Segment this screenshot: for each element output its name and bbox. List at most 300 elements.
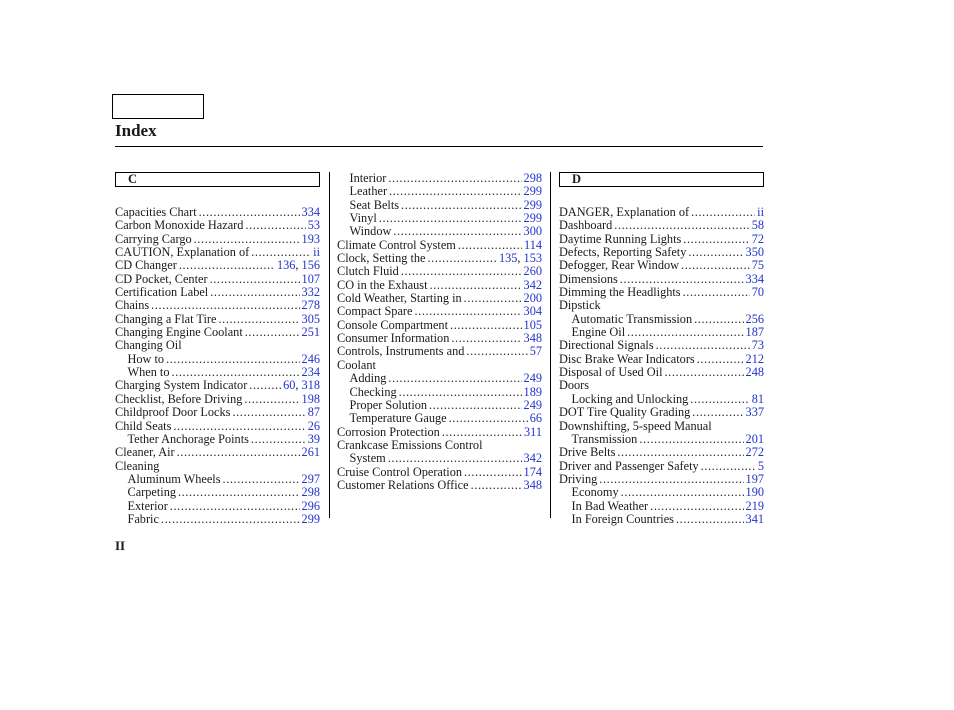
dot-leader (681, 259, 750, 272)
dot-leader (656, 339, 750, 352)
index-entry (337, 319, 542, 332)
page-link[interactable]: 278 (301, 298, 320, 313)
dot-leader (251, 433, 306, 446)
page-link[interactable]: 5 (757, 458, 764, 473)
page-refs (524, 279, 542, 292)
index-entry (559, 339, 764, 352)
index-entry (337, 359, 542, 372)
dot-leader (650, 500, 743, 513)
page-refs (302, 393, 320, 406)
entry-label: Defects, Reporting Safety (559, 245, 687, 260)
entry-label: Customer Relations Office (337, 477, 469, 492)
section-letter-c: C (115, 172, 320, 187)
entry-label: Defogger, Rear Window (559, 258, 680, 273)
index-entry (115, 379, 320, 392)
page-link[interactable]: 57 (529, 344, 542, 359)
page-refs (746, 433, 764, 446)
page-refs (302, 513, 320, 526)
page-refs (752, 286, 764, 299)
entry-label: Temperature Gauge (349, 411, 447, 426)
page-refs (302, 206, 320, 219)
page-link[interactable]: 81 (751, 391, 764, 406)
index-subentry (559, 486, 764, 499)
dot-leader (442, 426, 522, 439)
entry-label: Daytime Running Lights (559, 231, 682, 246)
index-subentry (115, 486, 320, 499)
page-refs (524, 199, 542, 212)
page-refs (524, 479, 542, 492)
entry-label: Proper Solution (349, 397, 428, 412)
page-refs (746, 513, 764, 526)
entry-label: Childproof Door Locks (115, 405, 231, 420)
entry-label: Consumer Information (337, 331, 450, 346)
page-link[interactable]: 197 (745, 471, 764, 486)
page-refs (524, 185, 542, 198)
index-entry (115, 406, 320, 419)
entry-label: How to (127, 351, 165, 366)
index-subentry (115, 366, 320, 379)
page-refs (746, 246, 764, 259)
entry-label: Clutch Fluid (337, 264, 399, 279)
page-refs (524, 399, 542, 412)
page-link[interactable]: 251 (301, 325, 320, 340)
entry-label: Seat Belts (349, 197, 400, 212)
entry-label: Tether Anchorage Points (127, 431, 249, 446)
page-link[interactable]: 334 (301, 205, 320, 219)
entry-label: Checklist, Before Driving (115, 391, 243, 406)
page-refs (308, 219, 320, 232)
page-number: II (115, 538, 126, 553)
index-subentry (337, 172, 542, 185)
index-subentry (559, 393, 764, 406)
dot-leader (614, 219, 749, 232)
index-subentry (115, 500, 320, 513)
entry-label: Downshifting, 5-speed Manual (559, 418, 712, 433)
entry-label: Crankcase Emissions Control (337, 437, 483, 452)
index-entry (559, 273, 764, 286)
page-link[interactable]: 219 (745, 498, 764, 513)
entry-label: Drive Belts (559, 445, 616, 460)
page-link[interactable]: 174 (523, 464, 542, 479)
dot-leader (388, 372, 521, 385)
page-refs (313, 246, 320, 259)
entry-label: DOT Tire Quality Grading (559, 405, 691, 420)
dot-leader (389, 185, 522, 198)
page-refs (752, 219, 764, 232)
index-subentry (115, 353, 320, 366)
page-link[interactable]: 299 (301, 511, 320, 526)
index-subentry (337, 452, 542, 465)
page-refs (302, 299, 320, 312)
page-link[interactable]: 87 (307, 405, 320, 420)
index-entry (337, 252, 542, 265)
page-link[interactable]: 246 (301, 351, 320, 366)
page-refs (302, 473, 320, 486)
index-entry (115, 259, 320, 272)
entry-label: Cleaning (115, 458, 160, 473)
dot-leader (199, 206, 300, 219)
page-refs (746, 273, 764, 286)
page-refs (752, 233, 764, 246)
entry-label: Compact Spare (337, 304, 413, 319)
dot-leader (249, 379, 281, 392)
page-link[interactable]: 298 (301, 485, 320, 500)
index-entry (115, 339, 320, 352)
section-letter-d: D (559, 172, 764, 187)
index-entry (337, 305, 542, 318)
index-entry (559, 219, 764, 232)
index-subentry (115, 433, 320, 446)
entry-label: Dipstick (559, 298, 601, 313)
dot-leader (692, 406, 743, 419)
entry-label: Cleaner, Air (115, 445, 175, 460)
page-refs (746, 313, 764, 326)
index-subentry (559, 513, 764, 526)
index-entry (115, 233, 320, 246)
dot-leader (178, 486, 300, 499)
dot-leader (166, 353, 299, 366)
entry-label: Leather (349, 184, 388, 199)
dot-leader (676, 513, 744, 526)
dot-leader (449, 412, 528, 425)
index-entry (559, 286, 764, 299)
entry-label: Directional Signals (559, 338, 654, 353)
page-link[interactable]: 70 (751, 285, 764, 300)
page-refs (524, 305, 542, 318)
page-link[interactable]: 198 (301, 391, 320, 406)
page-link[interactable]: ii (313, 245, 320, 260)
index-subentry (559, 433, 764, 446)
dot-leader (244, 393, 299, 406)
dot-leader (401, 199, 522, 212)
page-refs (746, 406, 764, 419)
index-entry (337, 426, 542, 439)
index-entry (559, 299, 764, 312)
index-subentry (337, 386, 542, 399)
page-link[interactable]: 300 (523, 224, 542, 239)
page-refs (524, 319, 542, 332)
index-entry (115, 286, 320, 299)
index-entry (559, 206, 764, 219)
dot-leader (620, 273, 744, 286)
dot-leader (161, 513, 300, 526)
index-entry (337, 479, 542, 492)
index-entry (559, 420, 764, 433)
page-link[interactable]: 297 (301, 471, 320, 486)
index-subentry (115, 473, 320, 486)
index-entry (559, 379, 764, 392)
page-link[interactable]: 136 (276, 258, 296, 273)
page-refs (302, 286, 320, 299)
page-link[interactable]: 105 (523, 317, 542, 332)
entry-label: Carrying Cargo (115, 231, 192, 246)
dot-leader (427, 252, 496, 265)
index-entry (337, 345, 542, 358)
entry-label: Carbon Monoxide Hazard (115, 218, 244, 233)
page-link[interactable]: 332 (301, 285, 320, 300)
page-refs (746, 473, 764, 486)
dot-leader (621, 486, 744, 499)
page-refs (746, 446, 764, 459)
dot-leader (451, 332, 521, 345)
index-entry (115, 420, 320, 433)
dot-leader (458, 239, 522, 252)
page-link[interactable]: 304 (523, 304, 542, 319)
entry-label: DANGER, Explanation of (559, 205, 690, 219)
page-link[interactable]: 341 (745, 511, 764, 526)
dot-leader (617, 446, 743, 459)
entry-label: Carpeting (127, 485, 176, 500)
page-link[interactable]: 298 (523, 171, 542, 185)
index-entry (559, 406, 764, 419)
index-entry (559, 460, 764, 473)
page-refs (302, 233, 320, 246)
page-link[interactable]: 39 (307, 431, 320, 446)
dot-leader (245, 219, 305, 232)
page-link[interactable]: 337 (745, 405, 764, 420)
page-link[interactable]: 107 (301, 271, 320, 286)
dot-leader (627, 326, 743, 339)
index-subentry (337, 212, 542, 225)
page-refs (302, 326, 320, 339)
page-link[interactable]: 189 (523, 384, 542, 399)
entry-label: Driving (559, 471, 598, 486)
index-subentry (337, 372, 542, 385)
page-link[interactable]: 200 (523, 291, 542, 306)
page-refs: 136, 156 (276, 258, 320, 273)
dot-leader (399, 386, 522, 399)
entry-label: Dimensions (559, 271, 618, 286)
dot-leader (223, 473, 300, 486)
page-link[interactable]: 72 (751, 231, 764, 246)
index-entry (337, 239, 542, 252)
entry-label: Changing Engine Coolant (115, 325, 243, 340)
page-refs (524, 426, 542, 439)
page-link[interactable]: 299 (523, 197, 542, 212)
entry-label: Dashboard (559, 218, 613, 233)
page-title: Index (115, 121, 157, 140)
entry-label: CD Pocket, Center (115, 271, 208, 286)
index-entry (115, 393, 320, 406)
page-refs (752, 259, 764, 272)
index-entry (559, 353, 764, 366)
index-subentry (337, 185, 542, 198)
page-refs (302, 313, 320, 326)
page-refs (524, 172, 542, 185)
page-refs (530, 345, 542, 358)
page-refs (746, 366, 764, 379)
dot-leader (430, 279, 522, 292)
page-link[interactable]: 256 (745, 311, 764, 326)
dot-leader (690, 393, 749, 406)
index-entry (115, 299, 320, 312)
dot-leader (251, 246, 311, 259)
index-entry (337, 265, 542, 278)
page-link[interactable]: 212 (745, 351, 764, 366)
entry-label: Controls, Instruments and (337, 344, 465, 359)
page-link[interactable]: 348 (523, 477, 542, 492)
page-link[interactable]: 342 (523, 451, 542, 466)
page-refs (524, 225, 542, 238)
page-refs (752, 339, 764, 352)
page-link[interactable]: 26 (307, 418, 320, 433)
page-refs: 135, 153 (498, 251, 542, 266)
entry-label: Doors (559, 378, 590, 393)
page-link[interactable]: 272 (745, 445, 764, 460)
entry-label: Chains (115, 298, 150, 313)
dot-leader (388, 452, 522, 465)
page-refs (524, 212, 542, 225)
dot-leader (151, 299, 299, 312)
page-link[interactable]: 311 (524, 424, 542, 439)
entry-label: Economy (571, 485, 619, 500)
entry-label: Engine Oil (571, 325, 626, 340)
dot-leader (179, 259, 275, 272)
page-link[interactable]: 75 (751, 258, 764, 273)
entry-label: Coolant (337, 357, 376, 372)
entry-label: Automatic Transmission (571, 311, 693, 326)
dot-leader (639, 433, 743, 446)
page-refs (524, 265, 542, 278)
page-refs (302, 273, 320, 286)
page-link[interactable]: 60 (283, 378, 296, 393)
entry-label: CAUTION, Explanation of (115, 245, 250, 260)
entry-label: Corrosion Protection (337, 424, 440, 439)
page-link[interactable]: 135 (498, 251, 518, 266)
page-link[interactable]: 193 (301, 231, 320, 246)
index-subentry (559, 313, 764, 326)
page-link[interactable]: 248 (745, 365, 764, 380)
entry-label: Climate Control System (337, 237, 456, 252)
entry-label: Charging System Indicator (115, 378, 248, 393)
dot-leader (177, 446, 300, 459)
dot-leader (388, 172, 521, 185)
page-link[interactable]: 318 (301, 378, 320, 393)
index-entry (115, 446, 320, 459)
page-refs (524, 292, 542, 305)
page-refs (308, 406, 320, 419)
page-refs (524, 332, 542, 345)
entry-label: Window (349, 224, 392, 239)
index-entry (337, 466, 542, 479)
index-entry (337, 279, 542, 292)
page-refs (302, 366, 320, 379)
page-link[interactable]: 261 (301, 445, 320, 460)
page-refs: 60, 318 (283, 378, 320, 393)
page-link[interactable]: 153 (523, 251, 542, 266)
page-link[interactable]: 190 (745, 485, 764, 500)
entry-label: Aluminum Wheels (127, 471, 221, 486)
index-entry (115, 273, 320, 286)
page-link[interactable]: 299 (523, 211, 542, 226)
page-link[interactable]: 299 (523, 184, 542, 199)
index-entry (559, 446, 764, 459)
entry-label: Cruise Control Operation (337, 464, 462, 479)
dot-leader (232, 406, 305, 419)
index-subentry (337, 412, 542, 425)
index-subentry (337, 225, 542, 238)
entry-label: CD Changer (115, 258, 177, 273)
page-link[interactable]: 156 (301, 258, 320, 273)
dot-leader (429, 399, 522, 412)
entry-label: Disposal of Used Oil (559, 365, 663, 380)
column-divider (329, 172, 330, 518)
index-entry (559, 259, 764, 272)
index-entry (337, 439, 542, 452)
entry-label: Fabric (127, 511, 159, 526)
page-link[interactable]: 260 (523, 264, 542, 279)
index-subentry (559, 500, 764, 513)
page-link[interactable]: 249 (523, 397, 542, 412)
page-link[interactable]: 73 (751, 338, 764, 353)
dot-leader (210, 273, 300, 286)
page-refs (752, 393, 764, 406)
dot-leader (464, 466, 522, 479)
entry-label: Capacities Chart (115, 205, 197, 219)
index-column-2 (337, 172, 542, 492)
entry-label: Adding (349, 371, 387, 386)
page-link[interactable]: 66 (529, 411, 542, 426)
page-link[interactable]: 114 (524, 237, 542, 252)
index-subentry (337, 199, 542, 212)
page-link[interactable]: 234 (301, 365, 320, 380)
index-entry (559, 246, 764, 259)
dot-leader (414, 305, 521, 318)
dot-leader (694, 313, 743, 326)
index-entry (115, 313, 320, 326)
page-link[interactable]: 201 (745, 431, 764, 446)
entry-label: Changing Oil (115, 338, 182, 353)
dot-leader (218, 313, 299, 326)
page-refs (308, 420, 320, 433)
page-link[interactable]: 187 (745, 325, 764, 340)
page-link[interactable]: 296 (301, 498, 320, 513)
dot-leader (450, 319, 522, 332)
index-entry (337, 292, 542, 305)
entry-label: CO in the Exhaust (337, 277, 428, 292)
page-link[interactable]: 305 (301, 311, 320, 326)
page-link[interactable]: 348 (523, 331, 542, 346)
entry-label: Interior (349, 171, 387, 185)
page-link[interactable]: 53 (307, 218, 320, 233)
page-refs (758, 460, 764, 473)
page-refs (524, 452, 542, 465)
index-entry (115, 246, 320, 259)
page-link[interactable]: 249 (523, 371, 542, 386)
page-link[interactable]: 334 (745, 271, 764, 286)
dot-leader (173, 420, 305, 433)
page-refs (746, 486, 764, 499)
page-refs (757, 206, 764, 219)
index-subentry (337, 399, 542, 412)
dot-leader (683, 233, 749, 246)
dot-leader (401, 265, 522, 278)
index-entry (115, 206, 320, 219)
page-link[interactable]: 342 (523, 277, 542, 292)
page-refs (524, 466, 542, 479)
entry-label: Changing a Flat Tire (115, 311, 217, 326)
entry-label: Exterior (127, 498, 168, 513)
dot-leader (599, 473, 743, 486)
index-subentry (559, 326, 764, 339)
dot-leader (379, 212, 522, 225)
page-link[interactable]: ii (757, 205, 764, 219)
page-refs (302, 353, 320, 366)
page-refs (524, 239, 542, 252)
page-link[interactable]: 350 (745, 245, 764, 260)
entry-label: Transmission (571, 431, 638, 446)
page-link[interactable]: 58 (751, 218, 764, 233)
